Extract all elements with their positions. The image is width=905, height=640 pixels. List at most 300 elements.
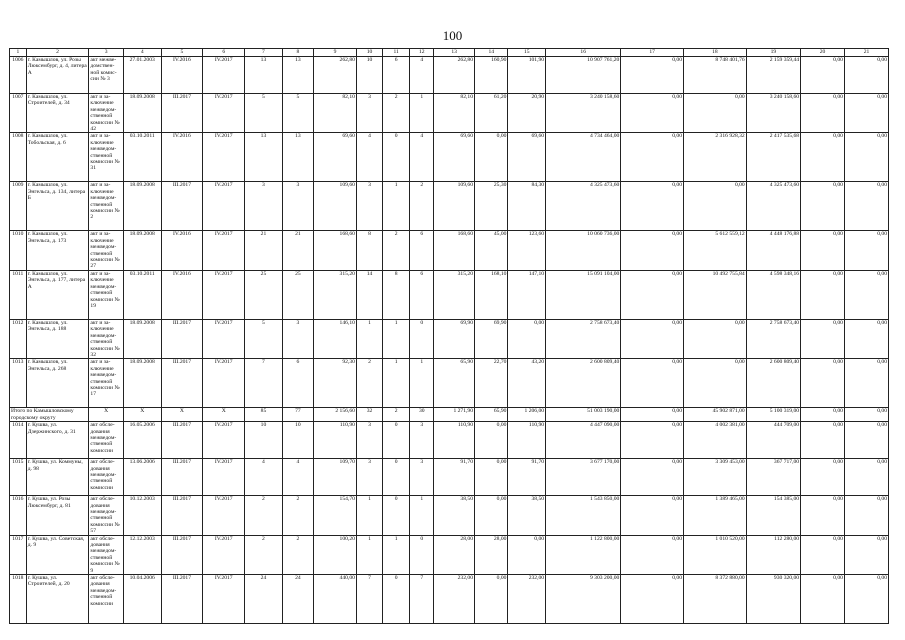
cell-col-4: 03.10.2011 xyxy=(123,133,161,182)
cell-col-7: 24 xyxy=(245,575,283,624)
column-number-1: 1 xyxy=(10,49,27,57)
cell-col-4: 18.09.2008 xyxy=(123,94,161,133)
total-cell-4: X xyxy=(123,408,161,422)
cell-col-6: IV.2017 xyxy=(203,231,245,270)
cell-col-8: 6 xyxy=(282,359,313,408)
cell-col-4: 10.12.2003 xyxy=(123,496,161,535)
page-number: 100 xyxy=(442,28,463,43)
cell-col-14: 69,90 xyxy=(475,319,508,358)
cell-col-8: 13 xyxy=(282,57,313,94)
cell-col-9: 315,20 xyxy=(314,270,357,319)
cell-col-6: IV.2017 xyxy=(203,459,245,496)
cell-col-17: 0,00 xyxy=(621,57,684,94)
cell-col-3: акт обсле-дования межведом-ственной комиссии xyxy=(89,459,123,496)
cell-col-13: 91,70 xyxy=(434,459,475,496)
cell-col-4: 03.10.2011 xyxy=(123,270,161,319)
cell-col-7: 4 xyxy=(245,459,283,496)
cell-col-15: 123,60 xyxy=(508,231,546,270)
cell-col-21: 0,00 xyxy=(844,133,888,182)
cell-col-8: 5 xyxy=(282,94,313,133)
cell-col-9: 82,10 xyxy=(314,94,357,133)
cell-col-10: 14 xyxy=(356,270,382,319)
cell-col-4: 10.04.2006 xyxy=(123,575,161,624)
cell-col-16: 3 240 158,60 xyxy=(546,94,621,133)
cell-col-14: 22,70 xyxy=(475,359,508,408)
cell-col-11: 1 xyxy=(383,535,410,574)
cell-col-13: 65,90 xyxy=(434,359,475,408)
cell-col-16: 4 447 090,00 xyxy=(546,422,621,459)
cell-col-15: 91,70 xyxy=(508,459,546,496)
column-number-9: 9 xyxy=(314,49,357,57)
cell-col-15: 147,10 xyxy=(508,270,546,319)
cell-col-11: 0 xyxy=(383,422,410,459)
cell-col-18: 1 010 520,00 xyxy=(684,535,747,574)
cell-col-10: 7 xyxy=(356,575,382,624)
cell-col-6: IV.2017 xyxy=(203,575,245,624)
cell-col-17: 0,00 xyxy=(621,359,684,408)
cell-col-10: 3 xyxy=(356,94,382,133)
cell-col-1: 1009 xyxy=(10,182,27,231)
cell-col-16: 2 600 809,40 xyxy=(546,359,621,408)
total-cell-8: 77 xyxy=(282,408,313,422)
cell-col-18: 8 748 401,76 xyxy=(684,57,747,94)
cell-col-14: 45,00 xyxy=(475,231,508,270)
total-cell-3: X xyxy=(89,408,123,422)
cell-col-15: 101,90 xyxy=(508,57,546,94)
cell-col-19: 3 240 158,60 xyxy=(746,94,800,133)
cell-col-4: 18.09.2008 xyxy=(123,319,161,358)
column-number-21: 21 xyxy=(844,49,888,57)
cell-col-16: 1 543 850,00 xyxy=(546,496,621,535)
cell-col-19: 367 717,00 xyxy=(746,459,800,496)
cell-col-11: 8 xyxy=(383,270,410,319)
cell-col-21: 0,00 xyxy=(844,359,888,408)
cell-col-12: 1 xyxy=(410,94,434,133)
cell-col-20: 0,00 xyxy=(801,182,845,231)
cell-col-20: 0,00 xyxy=(801,231,845,270)
cell-col-6: IV.2017 xyxy=(203,496,245,535)
cell-col-14: 160,90 xyxy=(475,57,508,94)
table-row xyxy=(10,575,889,624)
cell-col-14: 168,10 xyxy=(475,270,508,319)
cell-col-18: 1 389 465,00 xyxy=(684,496,747,535)
cell-col-20: 0,00 xyxy=(801,57,845,94)
cell-col-12: 3 xyxy=(410,459,434,496)
cell-col-5: III.2017 xyxy=(161,319,203,358)
column-number-4: 4 xyxy=(123,49,161,57)
cell-col-6: IV.2017 xyxy=(203,422,245,459)
cell-col-13: 28,00 xyxy=(434,535,475,574)
cell-col-14: 0,00 xyxy=(475,133,508,182)
cell-col-19: 4 325 473,60 xyxy=(746,182,800,231)
cell-col-3: акт межве-домствен-ной комис-сии № 3 xyxy=(89,57,123,94)
column-number-16: 16 xyxy=(546,49,621,57)
cell-col-15: 20,90 xyxy=(508,94,546,133)
cell-col-4: 18.09.2008 xyxy=(123,231,161,270)
cell-col-19: 930 320,00 xyxy=(746,575,800,624)
cell-col-11: 0 xyxy=(383,459,410,496)
cell-col-13: 315,20 xyxy=(434,270,475,319)
cell-col-19: 4 448 176,88 xyxy=(746,231,800,270)
cell-col-2: г. Камышлов, ул. Энгельса, д. 177, литера А xyxy=(26,270,89,319)
column-number-8: 8 xyxy=(282,49,313,57)
cell-col-20: 0,00 xyxy=(801,133,845,182)
cell-col-10: 2 xyxy=(356,359,382,408)
cell-col-18: 4 002 381,00 xyxy=(684,422,747,459)
cell-col-4: 27.01.2003 xyxy=(123,57,161,94)
cell-col-12: 1 xyxy=(410,496,434,535)
cell-col-18: 10 492 755,84 xyxy=(684,270,747,319)
cell-col-11: 2 xyxy=(383,94,410,133)
cell-col-5: III.2017 xyxy=(161,496,203,535)
cell-col-1: 1015 xyxy=(10,459,27,496)
cell-col-2: г. Камышлов, ул. Энгельса, д. 134, литера Б xyxy=(26,182,89,231)
cell-col-9: 109,70 xyxy=(314,459,357,496)
cell-col-3: акт обсле-дования межведом-ственной комиссии № 9 xyxy=(89,535,123,574)
cell-col-21: 0,00 xyxy=(844,182,888,231)
cell-col-10: 10 xyxy=(356,57,382,94)
cell-col-7: 25 xyxy=(245,270,283,319)
cell-col-12: 6 xyxy=(410,231,434,270)
cell-col-20: 0,00 xyxy=(801,422,845,459)
cell-col-13: 168,60 xyxy=(434,231,475,270)
cell-col-6: IV.2017 xyxy=(203,182,245,231)
cell-col-11: 0 xyxy=(383,575,410,624)
total-cell-12: 30 xyxy=(410,408,434,422)
cell-col-16: 2 758 673,40 xyxy=(546,319,621,358)
table-row xyxy=(10,422,889,459)
cell-col-16: 4 734 464,00 xyxy=(546,133,621,182)
total-cell-14: 65,90 xyxy=(475,408,508,422)
cell-col-10: 4 xyxy=(356,133,382,182)
column-number-11: 11 xyxy=(383,49,410,57)
cell-col-4: 18.09.2008 xyxy=(123,359,161,408)
cell-col-21: 0,00 xyxy=(844,231,888,270)
cell-col-8: 4 xyxy=(282,459,313,496)
cell-col-7: 13 xyxy=(245,57,283,94)
cell-col-15: 43,20 xyxy=(508,359,546,408)
total-cell-5: X xyxy=(161,408,203,422)
cell-col-3: акт и за-ключение межведом-ственной комиссии № 2 xyxy=(89,182,123,231)
column-number-3: 3 xyxy=(89,49,123,57)
total-cell-7: 85 xyxy=(245,408,283,422)
cell-col-14: 0,00 xyxy=(475,422,508,459)
cell-col-12: 3 xyxy=(410,422,434,459)
total-cell-20: 0,00 xyxy=(801,408,845,422)
cell-col-15: 38,50 xyxy=(508,496,546,535)
cell-col-21: 0,00 xyxy=(844,459,888,496)
cell-col-15: 0,00 xyxy=(508,319,546,358)
cell-col-18: 2 316 928,32 xyxy=(684,133,747,182)
cell-col-18: 5 612 559,12 xyxy=(684,231,747,270)
cell-col-1: 1017 xyxy=(10,535,27,574)
cell-col-17: 0,00 xyxy=(621,182,684,231)
cell-col-9: 100,20 xyxy=(314,535,357,574)
cell-col-11: 6 xyxy=(383,57,410,94)
cell-col-4: 12.12.2003 xyxy=(123,535,161,574)
cell-col-6: IV.2017 xyxy=(203,94,245,133)
column-number-7: 7 xyxy=(245,49,283,57)
cell-col-9: 146,10 xyxy=(314,319,357,358)
column-number-14: 14 xyxy=(475,49,508,57)
table-row xyxy=(10,57,889,94)
cell-col-5: III.2017 xyxy=(161,422,203,459)
cell-col-11: 2 xyxy=(383,231,410,270)
cell-col-12: 7 xyxy=(410,575,434,624)
total-cell-10: 32 xyxy=(356,408,382,422)
cell-col-14: 61,20 xyxy=(475,94,508,133)
column-number-5: 5 xyxy=(161,49,203,57)
cell-col-6: IV.2017 xyxy=(203,270,245,319)
cell-col-11: 1 xyxy=(383,359,410,408)
cell-col-12: 6 xyxy=(410,270,434,319)
cell-col-13: 82,10 xyxy=(434,94,475,133)
cell-col-8: 25 xyxy=(282,270,313,319)
column-number-row xyxy=(10,49,889,57)
cell-col-10: 1 xyxy=(356,496,382,535)
cell-col-8: 3 xyxy=(282,319,313,358)
cell-col-10: 8 xyxy=(356,231,382,270)
cell-col-10: 3 xyxy=(356,422,382,459)
cell-col-2: г. Камышлов, ул. Энгельса, д. 188 xyxy=(26,319,89,358)
cell-col-19: 2 758 673,40 xyxy=(746,319,800,358)
total-label: Итого по Камышловскому городскому округу xyxy=(10,408,89,422)
column-number-10: 10 xyxy=(356,49,382,57)
total-cell-6: X xyxy=(203,408,245,422)
table-row xyxy=(10,270,889,319)
cell-col-15: 110,90 xyxy=(508,422,546,459)
total-cell-9: 2 156,60 xyxy=(314,408,357,422)
register-table xyxy=(9,48,889,624)
cell-col-21: 0,00 xyxy=(844,57,888,94)
cell-col-4: 13.06.2006 xyxy=(123,459,161,496)
cell-col-16: 15 091 104,00 xyxy=(546,270,621,319)
cell-col-1: 1007 xyxy=(10,94,27,133)
cell-col-20: 0,00 xyxy=(801,575,845,624)
cell-col-3: акт и за-ключение межведом-ственной комиссии № 31 xyxy=(89,133,123,182)
cell-col-8: 24 xyxy=(282,575,313,624)
cell-col-2: г. Кушва, ул. Дзержинского, д. 31 xyxy=(26,422,89,459)
cell-col-17: 0,00 xyxy=(621,575,684,624)
cell-col-14: 0,00 xyxy=(475,496,508,535)
cell-col-9: 440,00 xyxy=(314,575,357,624)
cell-col-3: акт и за-ключение межведом-ственной комиссии № 19 xyxy=(89,270,123,319)
column-number-6: 6 xyxy=(203,49,245,57)
cell-col-11: 1 xyxy=(383,319,410,358)
cell-col-8: 10 xyxy=(282,422,313,459)
cell-col-21: 0,00 xyxy=(844,496,888,535)
cell-col-1: 1010 xyxy=(10,231,27,270)
table-row xyxy=(10,535,889,574)
cell-col-19: 112 280,00 xyxy=(746,535,800,574)
cell-col-20: 0,00 xyxy=(801,496,845,535)
cell-col-17: 0,00 xyxy=(621,231,684,270)
column-number-15: 15 xyxy=(508,49,546,57)
cell-col-8: 13 xyxy=(282,133,313,182)
table-row xyxy=(10,359,889,408)
cell-col-9: 69,60 xyxy=(314,133,357,182)
cell-col-7: 2 xyxy=(245,535,283,574)
cell-col-7: 7 xyxy=(245,359,283,408)
cell-col-10: 3 xyxy=(356,459,382,496)
cell-col-14: 25,30 xyxy=(475,182,508,231)
cell-col-13: 69,60 xyxy=(434,133,475,182)
cell-col-2: г. Камышлов, ул. Энгельса, д. 268 xyxy=(26,359,89,408)
cell-col-17: 0,00 xyxy=(621,535,684,574)
cell-col-11: 1 xyxy=(383,182,410,231)
cell-col-21: 0,00 xyxy=(844,270,888,319)
cell-col-9: 168,60 xyxy=(314,231,357,270)
cell-col-16: 4 325 473,60 xyxy=(546,182,621,231)
cell-col-7: 2 xyxy=(245,496,283,535)
cell-col-20: 0,00 xyxy=(801,319,845,358)
cell-col-4: 18.09.2008 xyxy=(123,182,161,231)
column-number-19: 19 xyxy=(746,49,800,57)
cell-col-2: г. Кушва, ул. Советская, д. 9 xyxy=(26,535,89,574)
cell-col-13: 110,90 xyxy=(434,422,475,459)
table-row xyxy=(10,459,889,496)
cell-col-20: 0,00 xyxy=(801,94,845,133)
cell-col-5: III.2017 xyxy=(161,182,203,231)
cell-col-17: 0,00 xyxy=(621,94,684,133)
cell-col-5: III.2017 xyxy=(161,359,203,408)
cell-col-12: 2 xyxy=(410,182,434,231)
cell-col-16: 10 907 761,20 xyxy=(546,57,621,94)
cell-col-3: акт и за-ключение межведом-ственной комиссии № 32 xyxy=(89,319,123,358)
cell-col-17: 0,00 xyxy=(621,270,684,319)
cell-col-2: г. Камышлов, ул. Тобольская, д. 6 xyxy=(26,133,89,182)
cell-col-13: 38,50 xyxy=(434,496,475,535)
cell-col-10: 3 xyxy=(356,182,382,231)
cell-col-15: 84,30 xyxy=(508,182,546,231)
table-row xyxy=(10,133,889,182)
cell-col-8: 21 xyxy=(282,231,313,270)
cell-col-9: 92,30 xyxy=(314,359,357,408)
cell-col-19: 444 709,00 xyxy=(746,422,800,459)
total-cell-18: 45 902 871,00 xyxy=(684,408,747,422)
cell-col-8: 3 xyxy=(282,182,313,231)
total-cell-17: 0,00 xyxy=(621,408,684,422)
cell-col-19: 2 600 809,40 xyxy=(746,359,800,408)
cell-col-9: 154,70 xyxy=(314,496,357,535)
cell-col-9: 110,90 xyxy=(314,422,357,459)
cell-col-3: акт и за-ключение межведом-ственной комиссии № 17 xyxy=(89,359,123,408)
column-number-18: 18 xyxy=(684,49,747,57)
cell-col-12: 1 xyxy=(410,359,434,408)
cell-col-8: 2 xyxy=(282,496,313,535)
cell-col-5: IV.2016 xyxy=(161,57,203,94)
cell-col-13: 262,80 xyxy=(434,57,475,94)
cell-col-5: III.2017 xyxy=(161,575,203,624)
cell-col-18: 8 372 880,00 xyxy=(684,575,747,624)
cell-col-1: 1006 xyxy=(10,57,27,94)
table-row xyxy=(10,94,889,133)
cell-col-19: 2 159 359,44 xyxy=(746,57,800,94)
cell-col-1: 1011 xyxy=(10,270,27,319)
cell-col-15: 232,00 xyxy=(508,575,546,624)
cell-col-21: 0,00 xyxy=(844,575,888,624)
total-row xyxy=(10,408,889,422)
cell-col-5: III.2017 xyxy=(161,94,203,133)
cell-col-3: акт и за-ключение межведом-ственной комиссии № 27 xyxy=(89,231,123,270)
cell-col-10: 1 xyxy=(356,319,382,358)
cell-col-12: 4 xyxy=(410,57,434,94)
cell-col-18: 0,00 xyxy=(684,94,747,133)
column-number-13: 13 xyxy=(434,49,475,57)
cell-col-20: 0,00 xyxy=(801,459,845,496)
cell-col-16: 3 677 170,00 xyxy=(546,459,621,496)
cell-col-16: 9 303 200,00 xyxy=(546,575,621,624)
cell-col-7: 13 xyxy=(245,133,283,182)
cell-col-2: г. Кушва, ул. Коммуны, д. 98 xyxy=(26,459,89,496)
cell-col-13: 69,90 xyxy=(434,319,475,358)
cell-col-6: IV.2017 xyxy=(203,133,245,182)
cell-col-6: IV.2017 xyxy=(203,57,245,94)
cell-col-6: IV.2017 xyxy=(203,535,245,574)
cell-col-1: 1016 xyxy=(10,496,27,535)
cell-col-19: 2 417 535,68 xyxy=(746,133,800,182)
cell-col-19: 154 385,00 xyxy=(746,496,800,535)
table-row xyxy=(10,231,889,270)
total-cell-15: 1 206,00 xyxy=(508,408,546,422)
table-row xyxy=(10,496,889,535)
cell-col-3: акт обсле-дования межведом-ственной комиссии xyxy=(89,575,123,624)
cell-col-3: акт обсле-дования межведом-ственной комиссии № 57 xyxy=(89,496,123,535)
cell-col-18: 0,00 xyxy=(684,182,747,231)
cell-col-10: 1 xyxy=(356,535,382,574)
cell-col-13: 232,00 xyxy=(434,575,475,624)
cell-col-15: 69,60 xyxy=(508,133,546,182)
cell-col-17: 0,00 xyxy=(621,422,684,459)
cell-col-17: 0,00 xyxy=(621,459,684,496)
cell-col-12: 0 xyxy=(410,535,434,574)
cell-col-12: 4 xyxy=(410,133,434,182)
cell-col-2: г. Кушва, ул. Розы Люксембург, д. 81 xyxy=(26,496,89,535)
cell-col-14: 0,00 xyxy=(475,459,508,496)
cell-col-9: 109,60 xyxy=(314,182,357,231)
cell-col-2: г. Камышлов, ул. Строителей, д. 34 xyxy=(26,94,89,133)
column-number-17: 17 xyxy=(621,49,684,57)
cell-col-21: 0,00 xyxy=(844,535,888,574)
cell-col-3: акт обсле-дования межведом-ственной комиссии xyxy=(89,422,123,459)
cell-col-1: 1014 xyxy=(10,422,27,459)
cell-col-5: III.2017 xyxy=(161,535,203,574)
cell-col-1: 1012 xyxy=(10,319,27,358)
cell-col-21: 0,00 xyxy=(844,94,888,133)
cell-col-6: IV.2017 xyxy=(203,319,245,358)
total-cell-11: 2 xyxy=(383,408,410,422)
cell-col-16: 10 060 736,00 xyxy=(546,231,621,270)
table-row xyxy=(10,182,889,231)
cell-col-11: 0 xyxy=(383,496,410,535)
cell-col-5: IV.2016 xyxy=(161,231,203,270)
cell-col-12: 0 xyxy=(410,319,434,358)
cell-col-17: 0,00 xyxy=(621,133,684,182)
table-row xyxy=(10,319,889,358)
cell-col-19: 4 598 348,16 xyxy=(746,270,800,319)
cell-col-20: 0,00 xyxy=(801,359,845,408)
cell-col-13: 109,60 xyxy=(434,182,475,231)
cell-col-2: г. Камышлов, ул. Розы Люксембург, д. 4, литера А xyxy=(26,57,89,94)
cell-col-1: 1018 xyxy=(10,575,27,624)
cell-col-4: 16.05.2006 xyxy=(123,422,161,459)
cell-col-18: 0,00 xyxy=(684,319,747,358)
cell-col-7: 21 xyxy=(245,231,283,270)
cell-col-9: 262,80 xyxy=(314,57,357,94)
total-cell-13: 1 271,90 xyxy=(434,408,475,422)
column-number-2: 2 xyxy=(26,49,89,57)
cell-col-6: IV.2017 xyxy=(203,359,245,408)
